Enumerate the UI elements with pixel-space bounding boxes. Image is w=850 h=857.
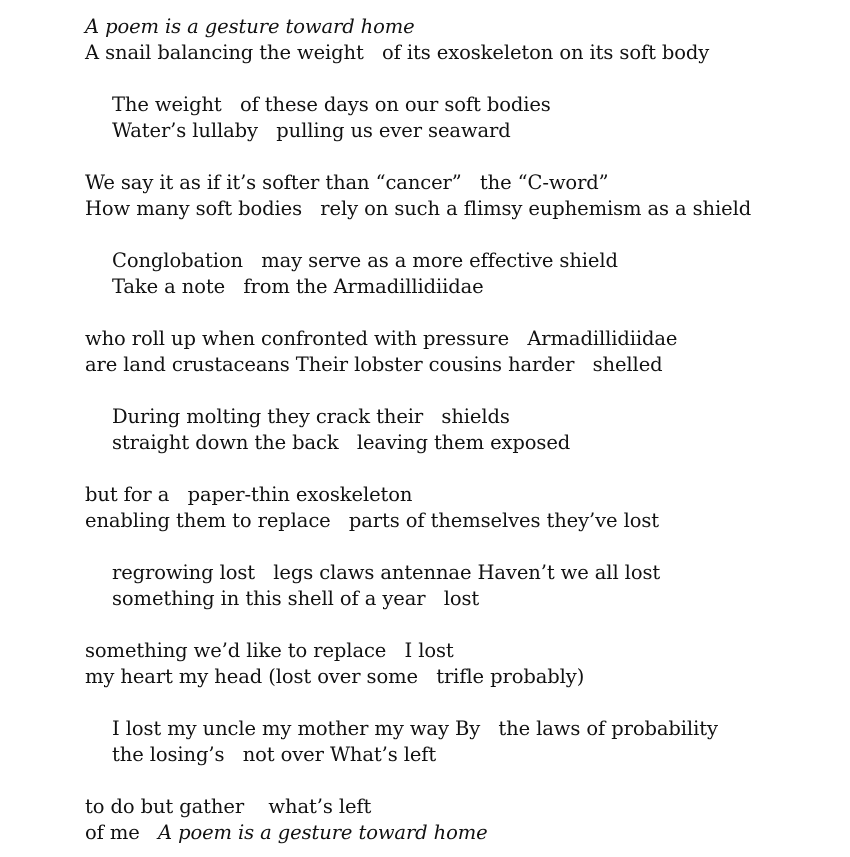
stanza-gap <box>85 300 825 326</box>
poem-line: who roll up when confronted with pressure Armadillidiidae <box>85 327 678 350</box>
poem-line: the losing’s not over What’s left <box>112 743 437 766</box>
poem-line: are land crustaceans Their lobster cousins harder shelled <box>85 353 663 376</box>
stanza-gap <box>85 144 825 170</box>
poem-line: Take a note from the Armadillidiidae <box>112 275 484 298</box>
poem-line: something we’d like to replace I lost <box>85 639 454 662</box>
poem-line: straight down the back leaving them exposed <box>112 431 571 454</box>
poem <box>85 14 825 846</box>
stanza-gap <box>85 690 825 716</box>
poem-line: The weight of these days on our soft bodies <box>112 93 551 116</box>
poem-stanzas <box>85 40 825 768</box>
stanza-gap <box>85 456 825 482</box>
poem-line: Conglobation may serve as a more effective shield <box>112 249 618 272</box>
poem-line: How many soft bodies rely on such a flimsy euphemism as a shield <box>85 197 752 220</box>
stanza-gap <box>85 768 825 794</box>
poem-line: regrowing lost legs claws antennae Haven’t we all lost <box>112 561 661 584</box>
poem-line: During molting they crack their shields <box>112 405 510 428</box>
final-line-2-prefix: of me <box>85 821 158 844</box>
poem-line: We say it as if it’s softer than “cancer” the “C-word” <box>85 171 609 194</box>
stanza-gap <box>85 534 825 560</box>
poem-line: enabling them to replace parts of themselves they’ve lost <box>85 509 660 532</box>
final-line-1: to do but gather what’s left <box>85 795 372 818</box>
poem-line: but for a paper-thin exoskeleton <box>85 483 413 506</box>
poem-title-line: A poem is a gesture toward home <box>85 15 415 38</box>
stanza-gap <box>85 222 825 248</box>
poem-line: A snail balancing the weight of its exoskeleton on its soft body <box>85 41 710 64</box>
stanza-gap <box>85 378 825 404</box>
poem-line: I lost my uncle my mother my way By the laws of probability <box>112 717 718 740</box>
final-line-2-refrain: A poem is a gesture toward home <box>157 821 488 844</box>
poem-line: something in this shell of a year lost <box>112 587 480 610</box>
final-line-2 <box>85 820 825 846</box>
stanza-gap <box>85 612 825 638</box>
poem-line: Water’s lullaby pulling us ever seaward <box>112 119 511 142</box>
stanza-gap <box>85 66 825 92</box>
poem-line: my heart my head (lost over some trifle probably) <box>85 665 585 688</box>
